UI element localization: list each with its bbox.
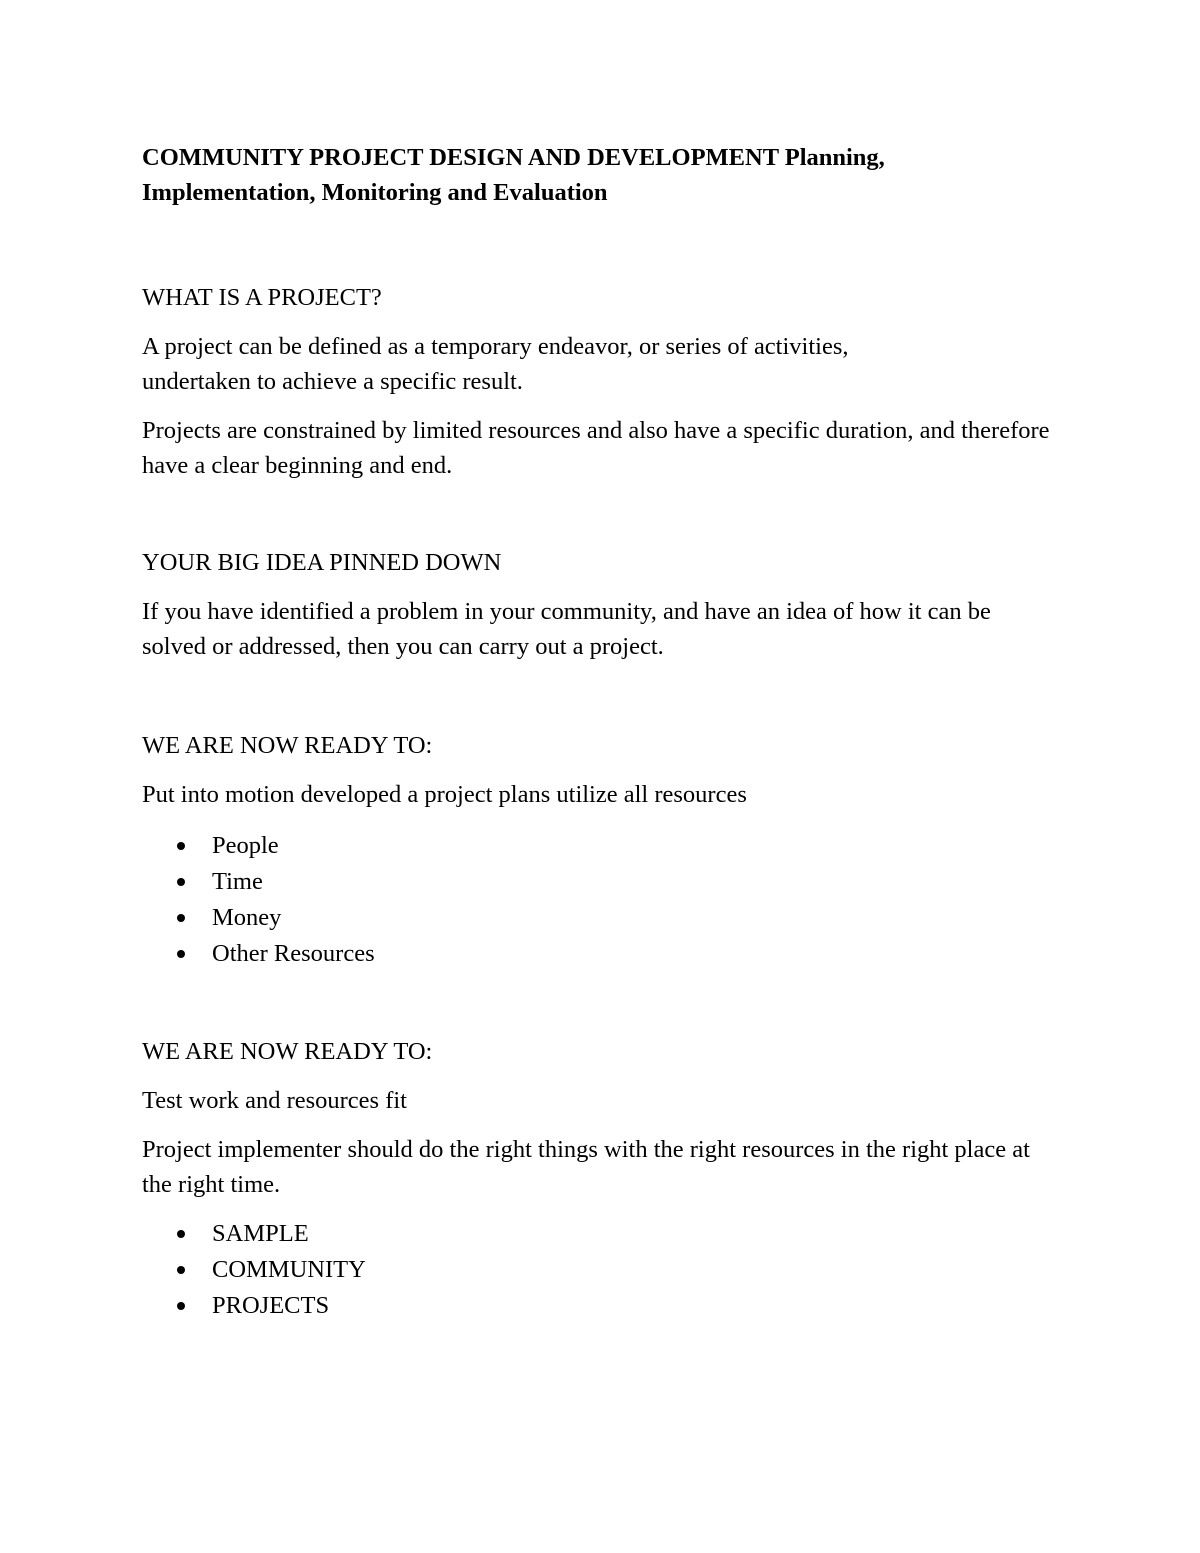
paragraph: Project implementer should do the right things with the right resources in the right place at the right time. <box>142 1136 1030 1198</box>
list-item <box>142 1252 1062 1288</box>
list-item-label: PROJECTS <box>212 1292 330 1319</box>
document-title: COMMUNITY PROJECT DESIGN AND DEVELOPMENT Planning, Implementation, Monitoring and Evaluation <box>142 144 885 206</box>
bullet-icon <box>177 842 185 850</box>
list-item-label: Time <box>212 868 263 895</box>
list-item-label: COMMUNITY <box>212 1256 366 1283</box>
paragraph: Projects are constrained by limited resources and also have a specific duration, and therefore have a clear beginning and end. <box>142 417 1050 479</box>
section-heading: WE ARE NOW READY TO: <box>142 732 433 759</box>
paragraph: A project can be defined as a temporary endeavor, or series of activities, undertaken to achieve a specific result. <box>142 333 849 395</box>
list-item-label: Other Resources <box>212 940 375 967</box>
section-heading: WE ARE NOW READY TO: <box>142 1038 433 1065</box>
list-item <box>142 1288 1062 1324</box>
bullet-icon <box>177 950 185 958</box>
list-item-label: SAMPLE <box>212 1220 309 1247</box>
bullet-icon <box>177 878 185 886</box>
list-item <box>142 1216 1062 1252</box>
bullet-icon <box>177 1230 185 1238</box>
paragraph: Test work and resources fit <box>142 1087 407 1114</box>
bullet-list <box>142 828 1062 972</box>
list-item <box>142 864 1062 900</box>
section-heading: WHAT IS A PROJECT? <box>142 284 382 311</box>
paragraph: Put into motion developed a project plans utilize all resources <box>142 781 747 808</box>
bullet-list <box>142 1216 1062 1324</box>
list-item-label: Money <box>212 904 282 931</box>
bullet-icon <box>177 1266 185 1274</box>
list-item <box>142 900 1062 936</box>
list-item <box>142 828 1062 864</box>
bullet-icon <box>177 914 185 922</box>
list-item-label: People <box>212 832 279 859</box>
list-item <box>142 936 1062 972</box>
document-body <box>142 140 1062 1324</box>
section-heading: YOUR BIG IDEA PINNED DOWN <box>142 549 502 576</box>
bullet-icon <box>177 1302 185 1310</box>
paragraph: If you have identified a problem in your community, and have an idea of how it can be solved or addressed, then you can carry out a project. <box>142 598 991 660</box>
